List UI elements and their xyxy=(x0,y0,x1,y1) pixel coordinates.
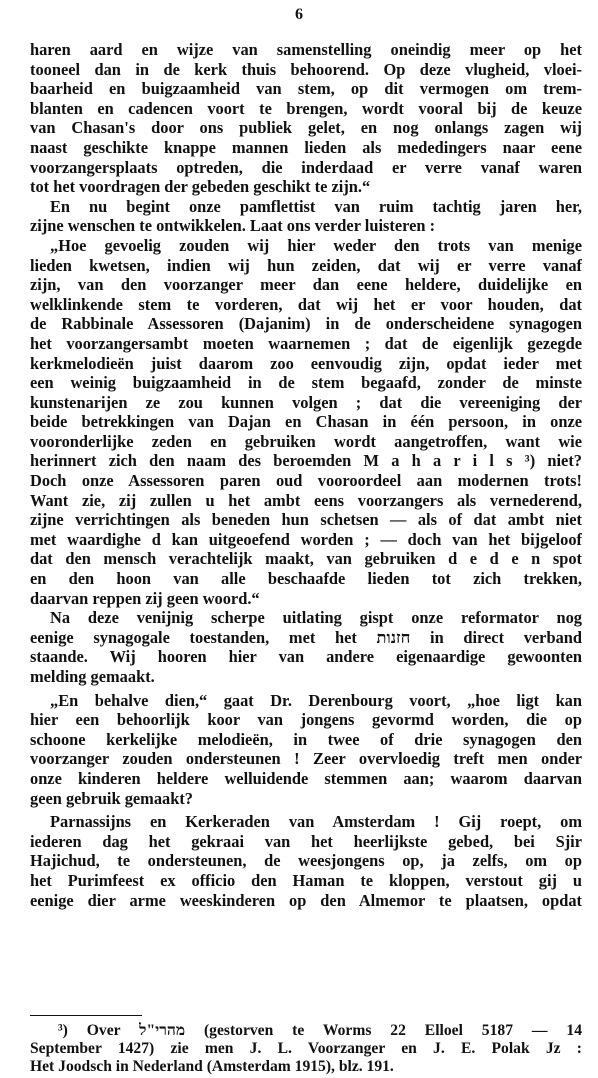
text-line: iederen dag het gekraai van het heerlijkste gebed, bei Sjir xyxy=(30,831,582,851)
text-line: het Purimfeest ex officio den Haman te kloppen, verstout gij u xyxy=(30,870,582,890)
text-line: Parnassijns en Kerkeraden van Amsterdam ! Gij roept, om xyxy=(50,812,582,832)
text-line: „En behalve dien,“ gaat Dr. Derenbourg voort, „hoe ligt kan xyxy=(50,690,582,710)
text-line: tot het voordragen der gebeden geschikt te zijn.“ xyxy=(30,177,371,197)
footnote-line: September 1427) zie men J. L. Voorzanger en J. E. Polak Jz : xyxy=(30,1040,582,1057)
text-line: En nu begint onze pamflettist van ruim tachtig jaren her, xyxy=(50,196,582,216)
text-line: schoone kerkelijke melodieën, in twee of drie synagogen den xyxy=(30,729,582,749)
footnote-divider xyxy=(30,1015,142,1016)
footnote xyxy=(30,1022,582,1076)
text-line: lieden kwetsen, indien wij hun zeiden, dat wij er verre vanaf xyxy=(30,255,582,275)
text-line: blanten en cadencen voort te brengen, wordt vooral bij de keuze xyxy=(30,98,582,118)
footnote-line: ³) Over מהרי"ל (gestorven te Worms 22 Elloel 5187 — 14 xyxy=(58,1022,582,1039)
text-line: baarheid en buigzaamheid van stem, op dit vermogen om trem- xyxy=(30,79,582,99)
text-line: Want zie, zij zullen u het ambt eens voorzangers als vernederend, xyxy=(30,490,582,510)
text-line: eenige dier arme weeskinderen op den Almemor te plaatsen, opdat xyxy=(30,890,582,910)
body-text xyxy=(30,40,582,910)
text-line: welklinkende stem te vorderen, dat wij het er voor houden, dat xyxy=(30,294,582,314)
text-line: het voorzangersambt moeten waarnemen ; dat de eigenlijk gezegde xyxy=(30,333,582,353)
text-line: van Chasan's door ons publiek gelet, en nog onlangs zagen wij xyxy=(30,118,582,138)
page-number: 6 xyxy=(295,6,303,23)
text-line: hier een behoorlijk koor van jongens gevormd worden, die op xyxy=(30,710,582,730)
text-line: de Rabbinale Assessoren (Dajanim) in de onderscheidene synagogen xyxy=(30,314,582,334)
text-line: een weinig buigzaamheid in de stem begaafd, zonder de minste xyxy=(30,373,582,393)
text-line: beide betrekkingen van Dajan en Chasan in één persoon, in onze xyxy=(30,412,582,432)
text-line: voorzanger zouden ondersteunen ! Zeer overvloedig treft men onder xyxy=(30,749,582,769)
text-line: melding gemaakt. xyxy=(30,667,155,686)
text-line: haren aard en wijze van samenstelling oneindig meer op het xyxy=(30,40,582,59)
text-line: „Hoe gevoelig zouden wij hier weder den trots van menige xyxy=(50,235,582,255)
text-line: met waardighe d kan uitgeoefend worden ; — doch van het bijgeloof xyxy=(30,529,582,549)
text-line: staande. Wij hooren hier van andere eigenaardige gewoonten xyxy=(30,647,582,667)
text-line: naast geschikte knappe mannen lieden als mededingers naar eene xyxy=(30,137,582,157)
text-line: Hajichud, te ondersteunen, de weesjongens op, ja zelfs, om op xyxy=(30,851,582,871)
text-line: voorzangersplaats optreden, die inderdaad er verre vanaf waren xyxy=(30,157,582,177)
text-line: eenige synagogale toestanden, met het חזנות in direct verband xyxy=(30,627,582,647)
text-line: herinnert zich den naam des beroemden M a h a r i l s ³) niet? xyxy=(30,451,582,471)
text-line: zijn, van den voorzanger meer dan eene heldere, duidelijke en xyxy=(30,275,582,295)
text-line: zijne wenschen te ontwikkelen. Laat ons verder luisteren : xyxy=(30,216,436,236)
footnote-line: Het Joodsch in Nederland (Amsterdam 1915), blz. 191. xyxy=(30,1058,394,1075)
text-line: Na deze venijnig scherpe uitlating gispt onze reformator nog xyxy=(50,608,582,628)
text-line: daarvan reppen zij geen woord.“ xyxy=(30,588,260,608)
text-line: onze kinderen heldere welluidende stemmen aan; waarom daarvan xyxy=(30,768,582,788)
text-line: Doch onze Assessoren paren oud vooroordeel aan modernen trots! xyxy=(30,471,582,491)
text-line: dat den mensch verachtelijk maakt, van gebruiken d e d e n spot xyxy=(30,549,582,569)
text-line: vooronderlijke zeden en gebruiken wordt aangetroffen, want wie xyxy=(30,431,582,451)
text-line: kunstenarijen ze zou kunnen volgen ; dat die vereeniging der xyxy=(30,392,582,412)
text-line: zijne verrichtingen als beneden hun schetsen — als of dat ambt niet xyxy=(30,510,582,530)
text-line: geen gebruik gemaakt? xyxy=(30,788,193,808)
text-line: kerkmelodieën juist daarom zoo eenvoudig zijn, opdat ieder met xyxy=(30,353,582,373)
text-line: en den hoon van alle beschaafde lieden tot zich trekken, xyxy=(30,569,582,589)
text-line: tooneel dan in de kerk thuis behoorend. Op deze vlugheid, vloei- xyxy=(30,59,582,79)
